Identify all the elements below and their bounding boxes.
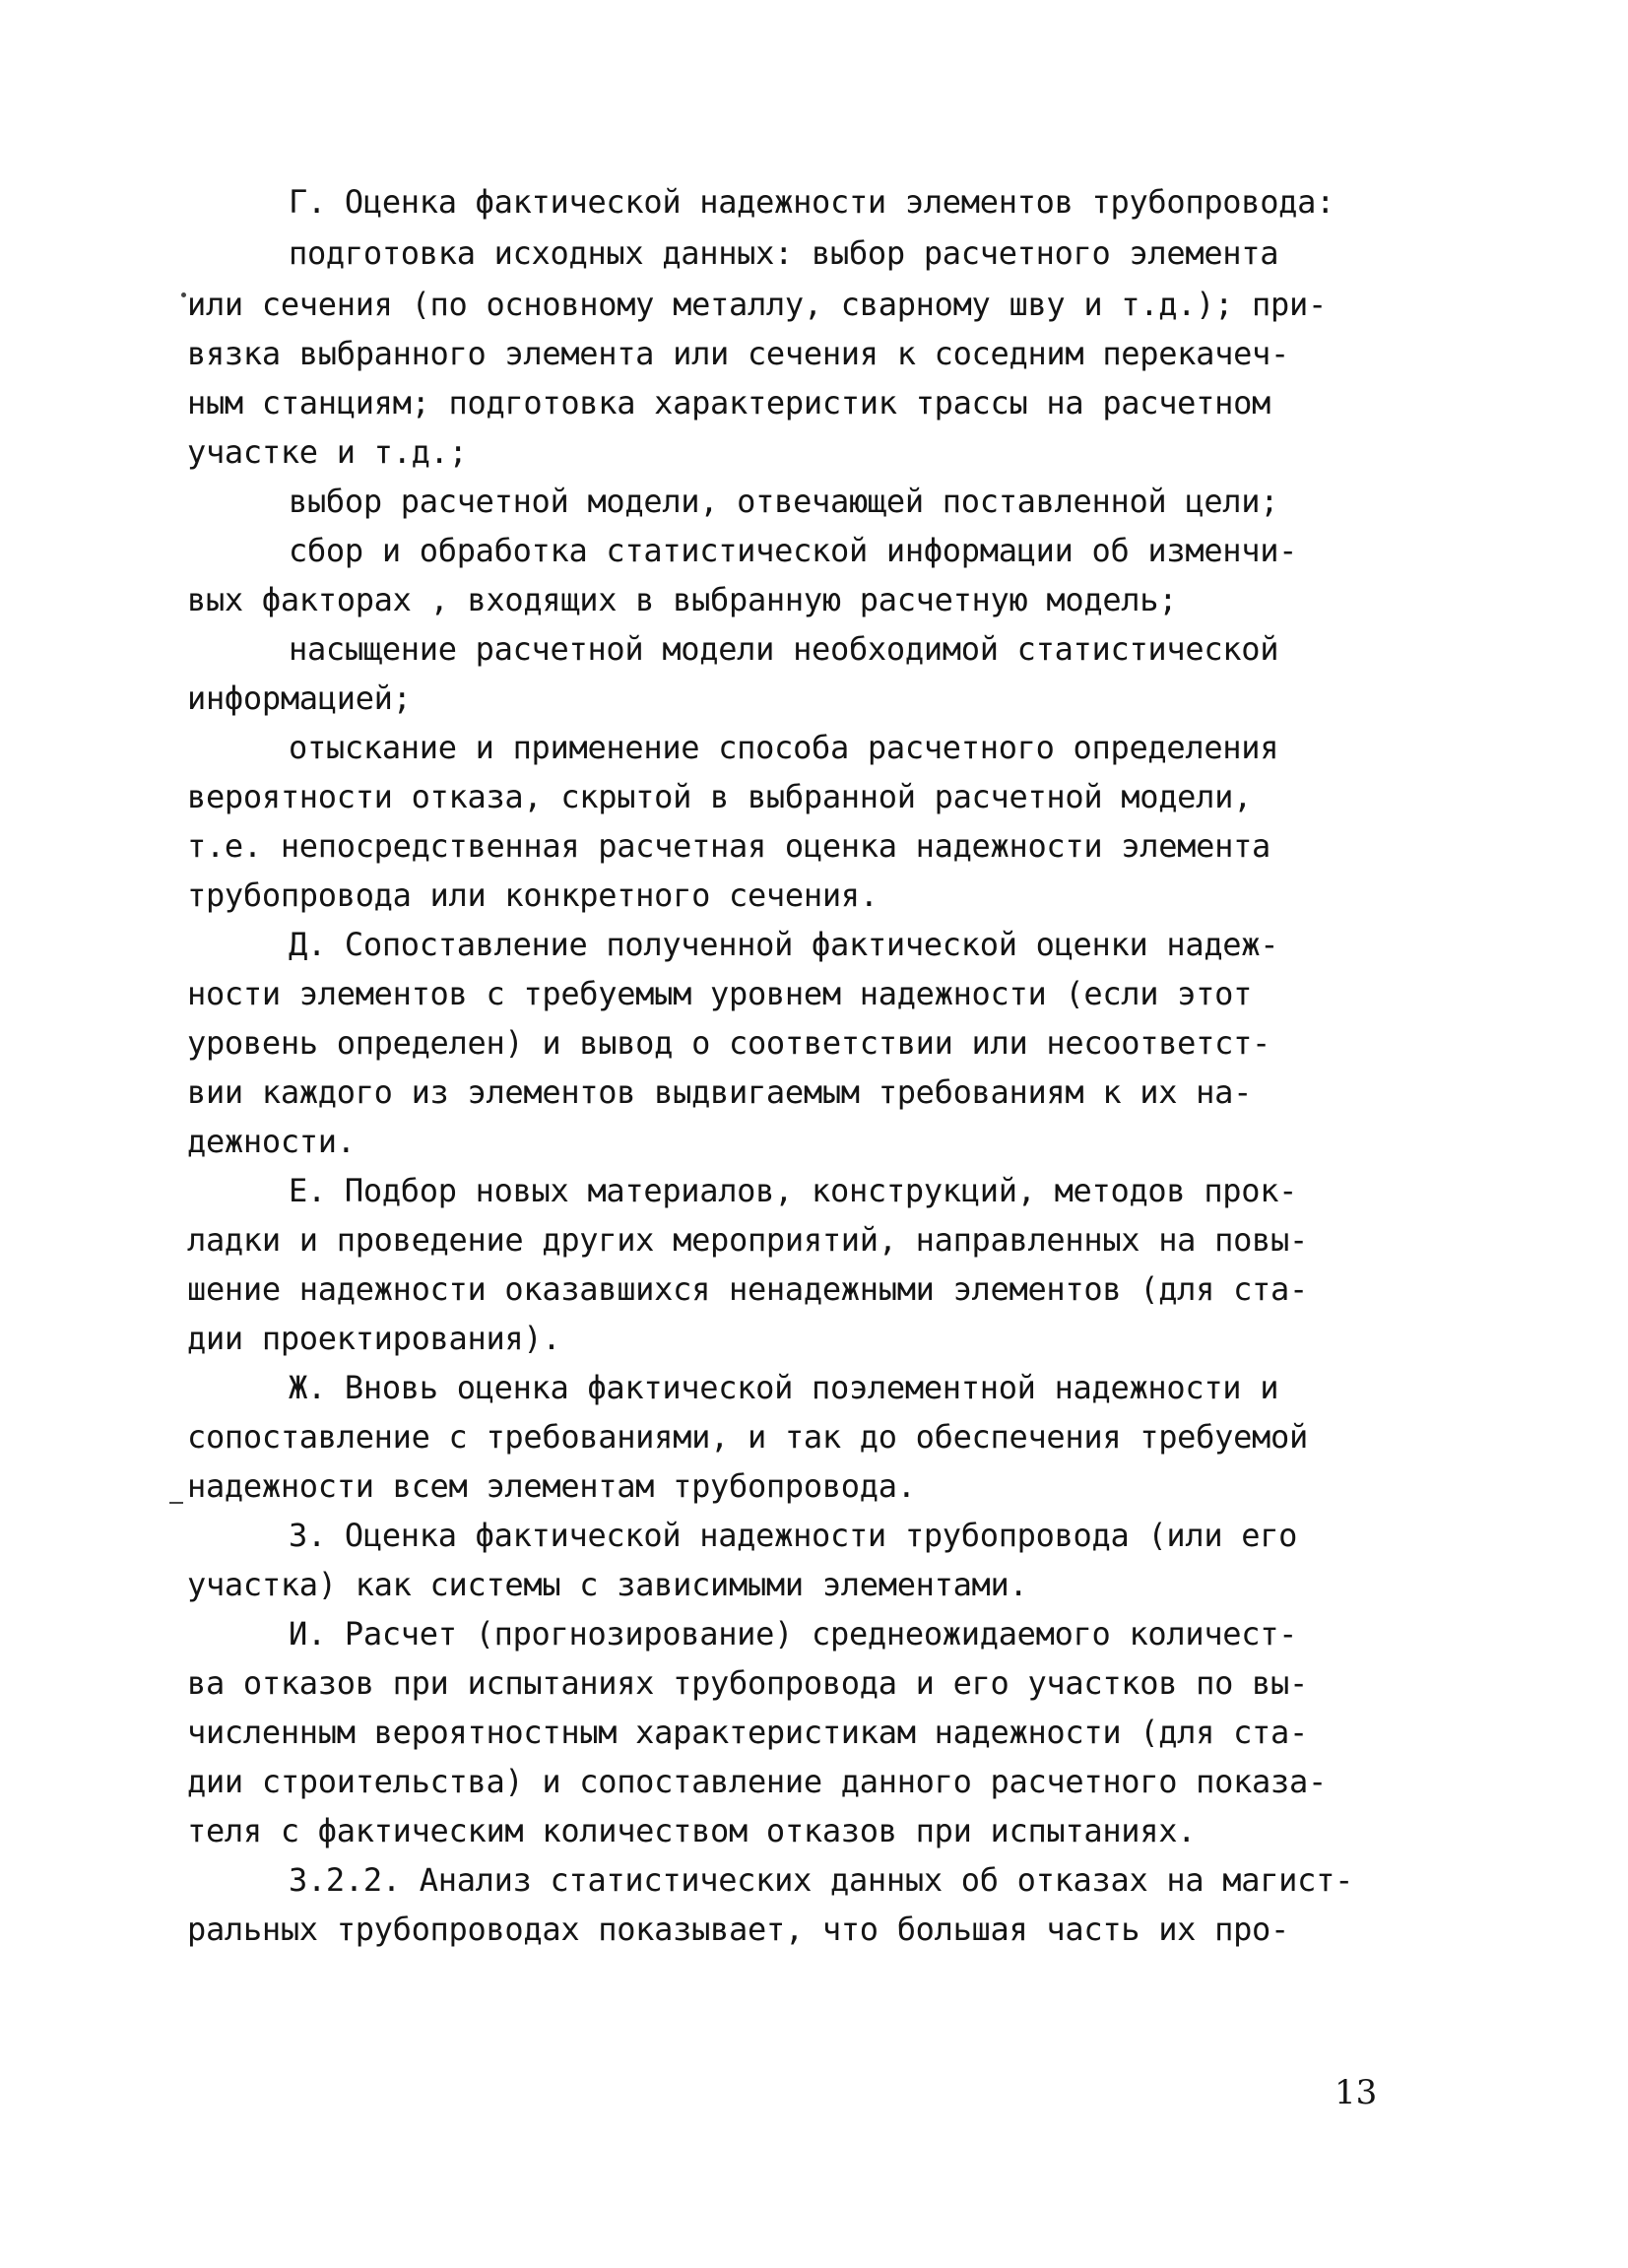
text-line: ным станциям; подготовка характеристик трассы на расчетном: [187, 384, 1271, 421]
text-line: выбор расчетной модели, отвечающей поставленной цели;: [289, 483, 1279, 520]
text-line: участка) как системы с зависимыми элементами.: [187, 1566, 1028, 1603]
text-line: ности элементов с требуемым уровнем надежности (если этот: [187, 975, 1253, 1012]
text-line: ладки и проведение других мероприятий, направленных на повы-: [187, 1221, 1308, 1259]
text-line: ва отказов при испытаниях трубопровода и его участков по вы-: [187, 1664, 1308, 1702]
scan-speck: [181, 292, 186, 297]
text-line: вых факторах , входящих в выбранную расчетную модель;: [187, 581, 1178, 618]
text-line: И. Расчет (прогнозирование) среднеожидаемого количест-: [289, 1615, 1298, 1652]
text-line: дежности.: [187, 1123, 356, 1160]
text-line: отыскание и применение способа расчетного определения: [289, 729, 1279, 766]
text-line: З. Оценка фактической надежности трубопровода (или его: [289, 1517, 1298, 1554]
text-line: Е. Подбор новых материалов, конструкций, методов прок-: [289, 1172, 1298, 1209]
text-line: т.е. непосредственная расчетная оценка надежности элемента: [187, 827, 1271, 865]
text-line: участке и т.д.;: [187, 433, 468, 471]
text-line: или сечения (по основному металлу, сварному шву и т.д.); при-: [187, 286, 1327, 323]
text-line: Д. Сопоставление полученной фактической оценки надеж-: [289, 926, 1279, 963]
text-line: насыщение расчетной модели необходимой статистической: [289, 630, 1279, 668]
text-line: сопоставление с требованиями, и так до обеспечения требуемой: [187, 1418, 1308, 1456]
text-line: вероятности отказа, скрытой в выбранной расчетной модели,: [187, 778, 1253, 815]
text-line: Ж. Вновь оценка фактической поэлементной надежности и: [289, 1369, 1279, 1406]
text-line: дии строительства) и сопоставление данного расчетного показа-: [187, 1763, 1327, 1800]
text-line: дии проектирования).: [187, 1320, 561, 1357]
page-number: 13: [1335, 2073, 1378, 2112]
text-line: трубопровода или конкретного сечения.: [187, 876, 879, 914]
text-line: теля с фактическим количеством отказов при испытаниях.: [187, 1812, 1197, 1849]
text-line: ральных трубопроводах показывает, что большая часть их про-: [187, 1911, 1289, 1948]
text-line: вязка выбранного элемента или сечения к соседним перекачеч-: [187, 335, 1289, 372]
text-line: 3.2.2. Анализ статистических данных об отказах на магист-: [289, 1861, 1354, 1899]
text-line: сбор и обработка статистической информации об изменчи-: [289, 532, 1298, 569]
text-line: информацией;: [187, 680, 412, 717]
scan-speck: [169, 1502, 183, 1504]
text-line: численным вероятностным характеристикам надежности (для ста-: [187, 1714, 1308, 1751]
text-line: уровень определен) и вывод о соответствии или несоответст-: [187, 1024, 1271, 1062]
text-line: надежности всем элементам трубопровода.: [187, 1467, 916, 1505]
text-line: подготовка исходных данных: выбор расчетного элемента: [289, 234, 1279, 272]
text-line: вии каждого из элементов выдвигаемым требованиям к их на-: [187, 1073, 1253, 1111]
text-line: Г. Оценка фактической надежности элементов трубопровода:: [289, 183, 1335, 221]
text-line: шение надежности оказавшихся ненадежными элементов (для ста-: [187, 1270, 1308, 1308]
